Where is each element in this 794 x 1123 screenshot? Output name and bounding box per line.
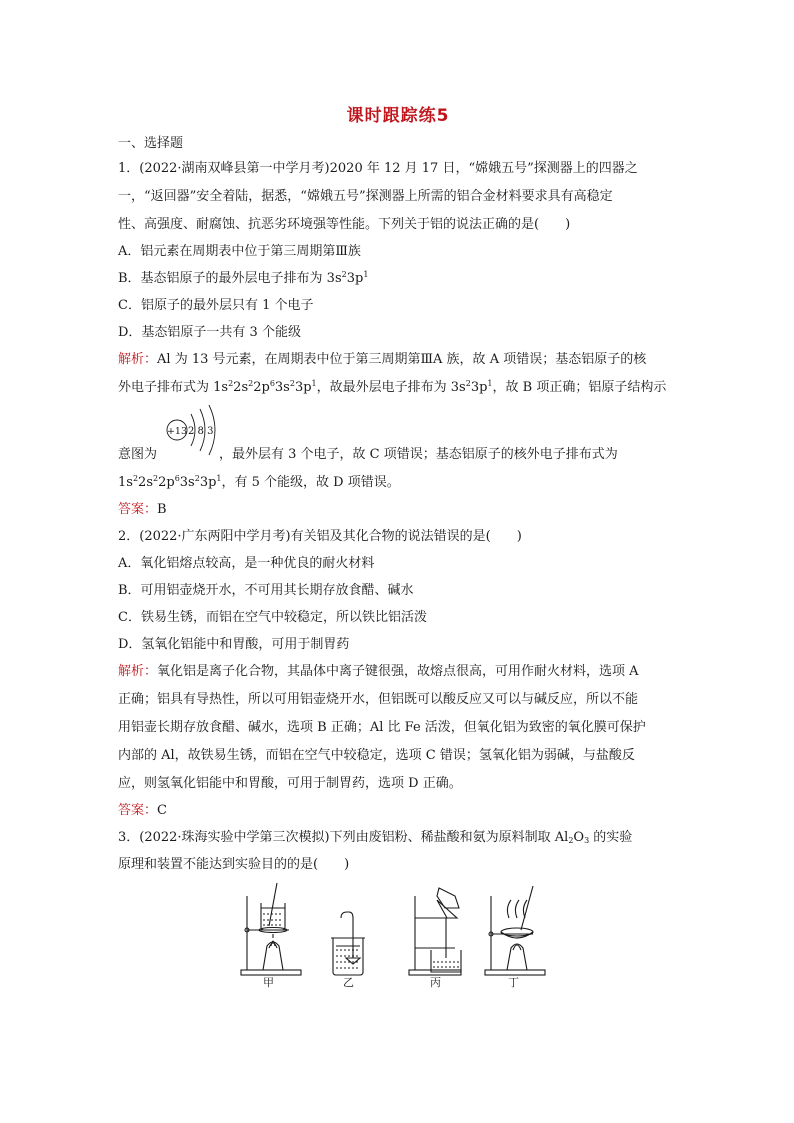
q2-option-a: A．氧化铝熔点较高，是一种优良的耐火材料 [118,556,375,571]
q2-answer: 答案：C [118,803,167,818]
q2-analysis-line1: 解析：氧化铝是离子化合物，其晶体中离子键很强，故熔点很高，可用作耐火材料，选项 A [118,664,639,679]
q1-option-c: C．铝原子的最外层只有 1 个电子 [118,298,314,313]
lab-apparatus-figure [233,878,573,988]
apparatus-bing [409,888,461,975]
q2-stem: 2．(2022·广东两阳中学月考)有关铝及其化合物的说法错误的是( ) [118,529,522,544]
q2-option-d: D．氢氧化铝能中和胃酸，可用于制胃药 [118,637,350,652]
q2-analysis-line2: 正确；铝具有导热性，所以可用铝壶烧开水，但铝既可以酸反应又可以与碱反应，所以不能 [118,692,639,707]
q1-option-b: B．基态铝原子的最外层电子排布为 $3s^23p^1$ [118,270,369,286]
q2-option-b: B．可用铝壶烧开水，不可用其长期存放食醋、碱水 [118,583,414,598]
q2-option-c: C．铁易生锈，而铝在空气中较稳定，所以铁比铝活泼 [118,610,427,625]
q1-analysis-line1: 解析：Al 为 13 号元素，在周期表中位于第三周期第ⅢA 族，故 A 项错误；基态铝原子的核 [118,352,647,367]
analysis-label: 解析： [118,352,158,367]
q1-analysis-line3: 意图为 ，最外层有 3 个电子，故 C 项错误；基态铝原子的核外电子排布式为 [118,447,618,462]
q3-stem-line1: 3．(2022·珠海实验中学第三次模拟)下列由废铝粉、稀盐酸和氨为原料制取 $Al_2O_3$ 的实验 [118,830,633,845]
apparatus-yi [331,912,365,975]
q1-stem-line3: 性、高强度、耐腐蚀、抗恶劣环境强等性能。下列关于铝的说法正确的是( ) [118,217,571,232]
q2-analysis-line3: 用铝壶长期存放食醋、碱水，选项 B 正确；Al 比 Fe 活泼，但氧化铝为致密的氧化膜可保护 [118,720,646,735]
electron-shells: 2 8 3 [188,426,214,437]
q1-analysis-line2: 外电子排布式为 $1s^22s^22p^63s^23p^1$，故最外层电子排布为 $3s^23p^1$，故 B 项正确；铝原子结构示 [118,379,667,395]
apparatus-jia [241,883,301,975]
label-yi: 乙 [343,976,354,988]
q2-analysis-line5: 应，则氢氧化铝能中和胃酸，可用于制胃药，选项 D 正确。 [118,776,462,791]
label-ding: 丁 [508,976,519,988]
q1-option-a: A．铝元素在周期表中位于第三周期第Ⅲ族 [118,244,361,259]
q3-stem-line2: 原理和装置不能达到实验目的的是( ) [118,857,350,872]
q1-analysis-line4: $1s^22s^22p^63s^23p^1$，有 5 个能级，故 D 项错误。 [118,474,400,490]
label-jia: 甲 [263,976,274,988]
section-heading: 一、选择题 [118,136,184,151]
nucleus-charge: +13 [166,426,188,437]
apparatus-ding [485,886,545,975]
q1-stem-line1: 1．(2022·湖南双峰县第一中学月考)2020 年 12 月 17 日，“嫦娥五号”探测器上的四器之 [118,161,638,176]
label-bing: 丙 [430,976,441,988]
q1-option-d: D．基态铝原子一共有 3 个能级 [118,325,301,340]
q1-answer: 答案：B [118,502,167,517]
q1-stem-line2: 一，“返回器”安全着陆，据悉，“嫦娥五号”探测器上所需的铝合金材料要求具有高稳定 [118,189,613,204]
page-title: 课时跟踪练5 [346,106,450,126]
q2-analysis-line4: 内部的 Al，故铁易生锈，而铝在空气中较稳定，选项 C 错误；氢氧化铝为弱碱，与盐酸反 [118,748,635,763]
